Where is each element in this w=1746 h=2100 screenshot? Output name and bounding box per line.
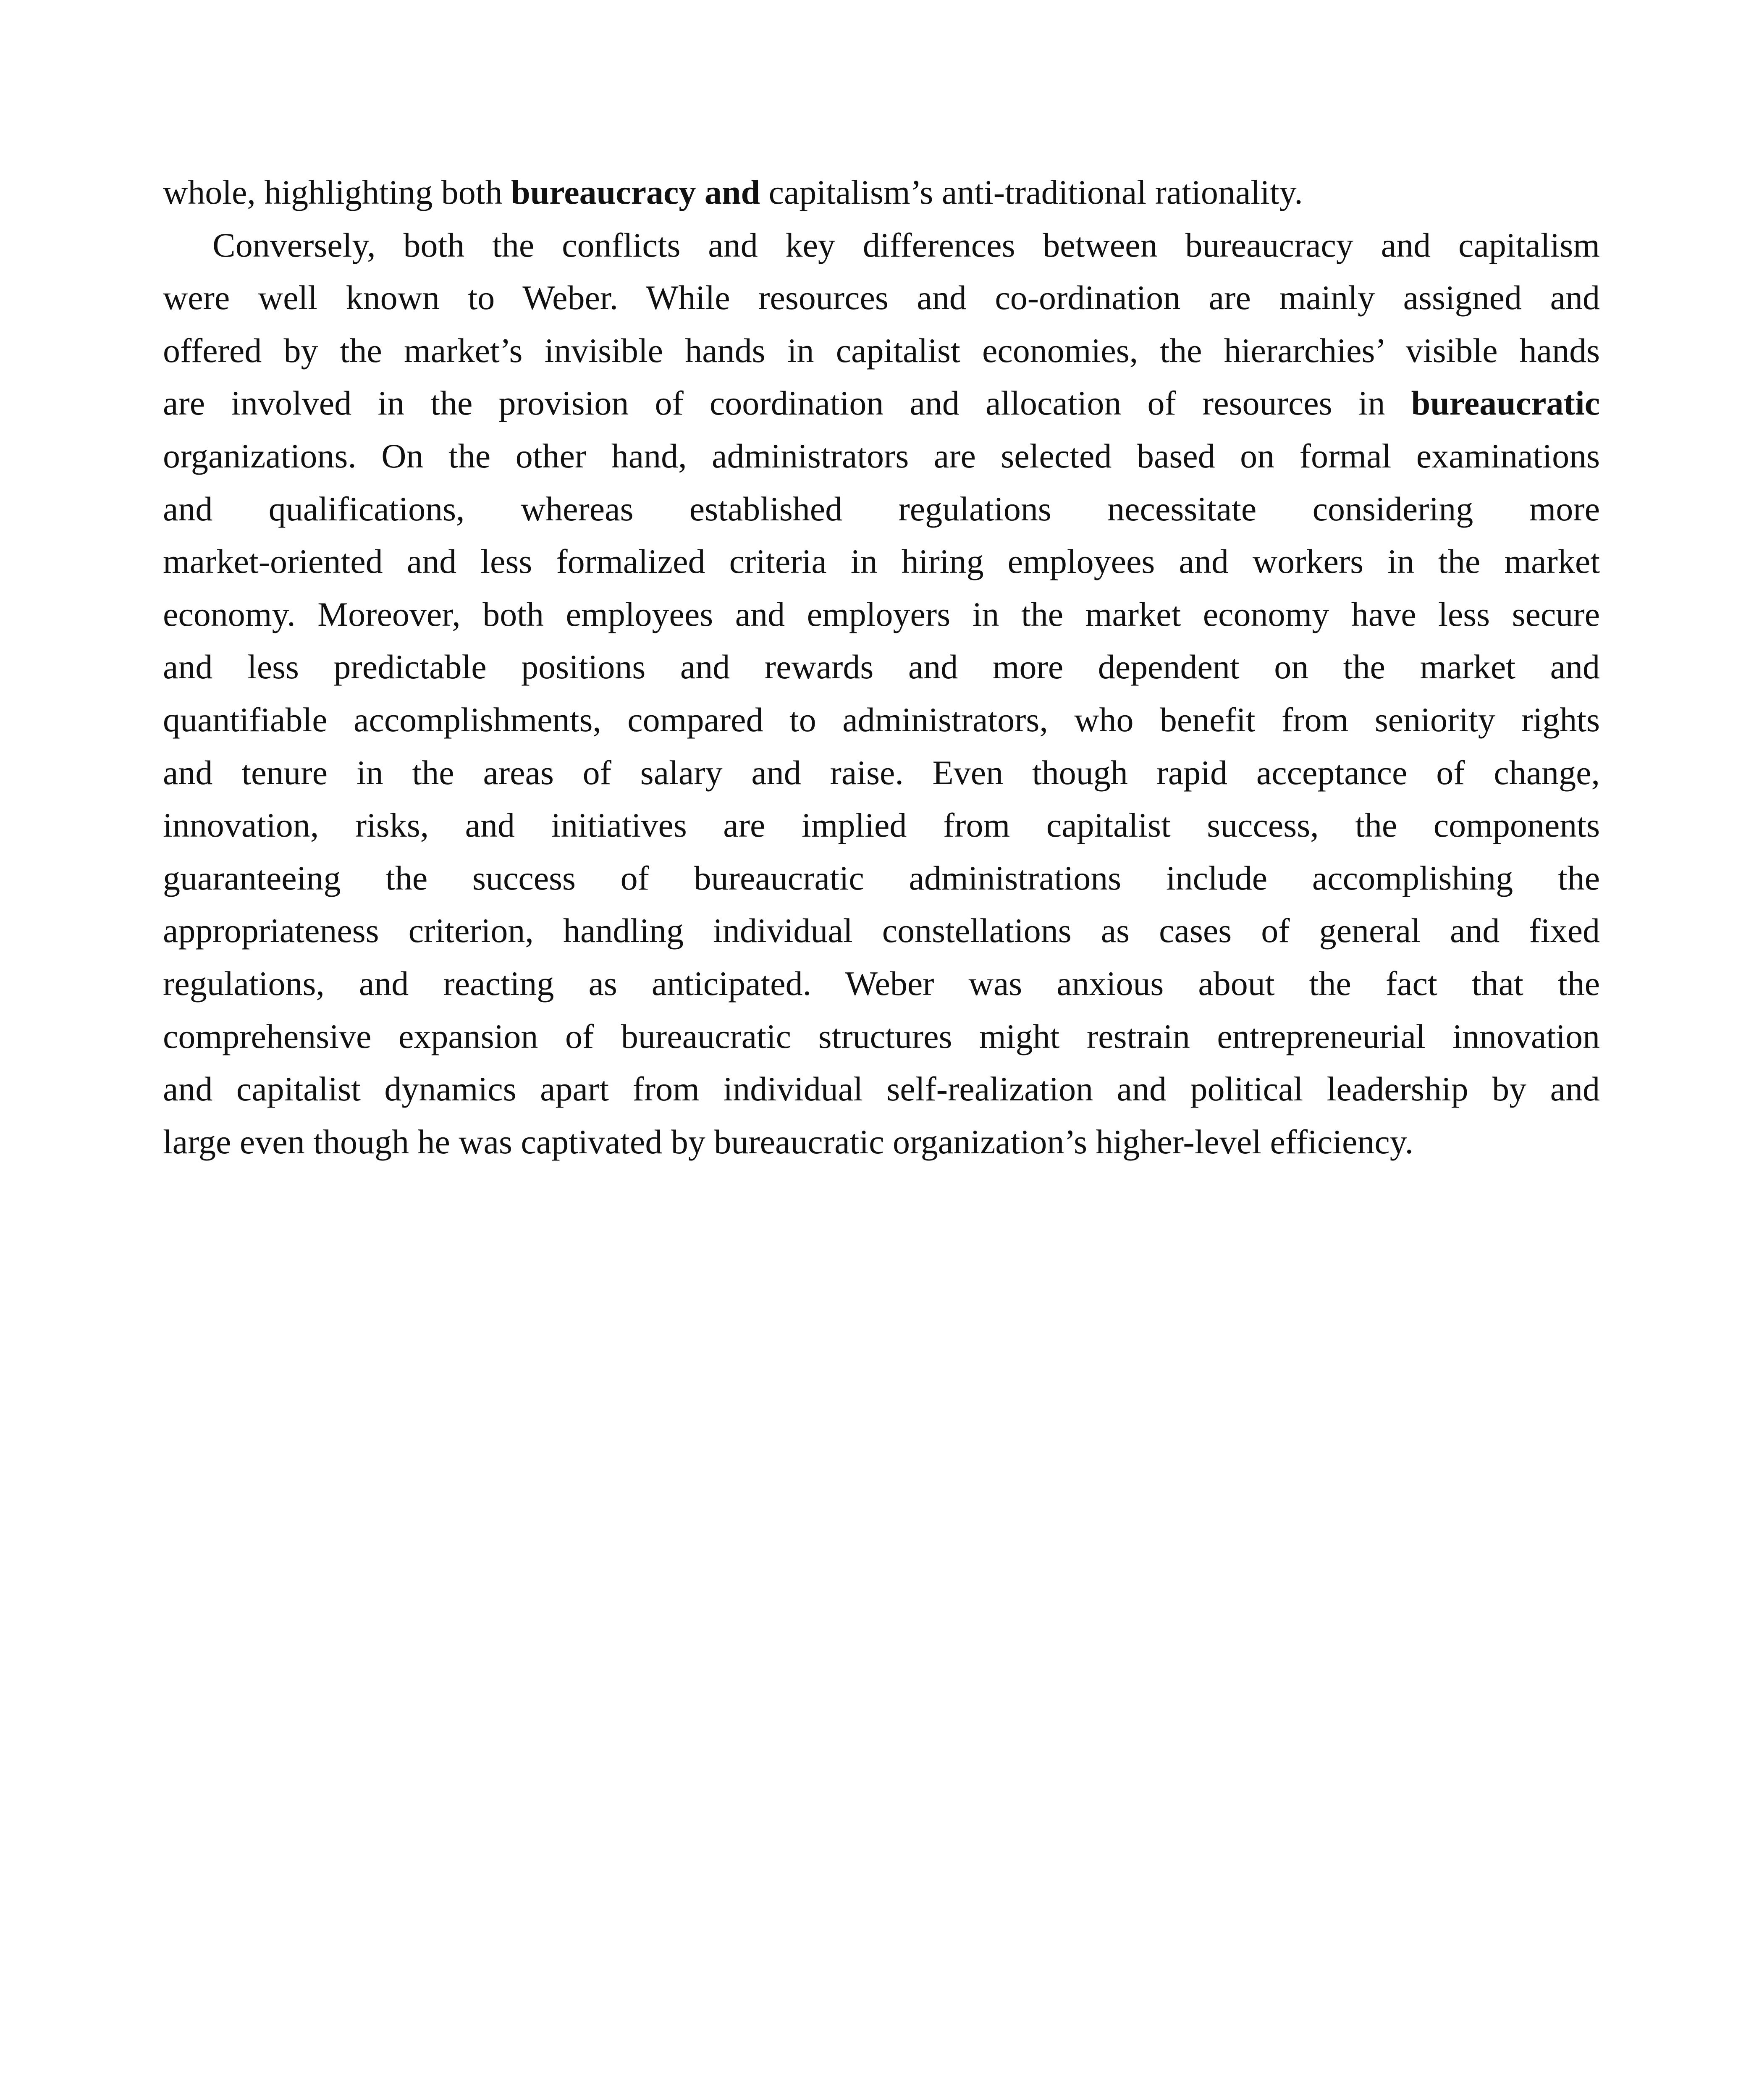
paragraph-2-line-18: large even though he was captivated by bureaucratic organization’s higher-level efficiency. [163,1122,1413,1161]
paragraph-2-line-12: innovation, risks, and initiatives are implied from capitalist success, the components [163,806,1600,845]
paragraph-2-line-11: and tenure in the areas of salary and raise. Even though rapid acceptance of change, [163,753,1600,792]
paragraph-2-line-13: guaranteeing the success of bureaucratic administrations include accomplishing the [163,858,1600,897]
paragraph-1-line-1 [163,166,1600,219]
paragraph-2-line-16: comprehensive expansion of bureaucratic structures might restrain entrepreneurial innovation [163,1017,1600,1055]
paragraph-2-line-17: and capitalist dynamics apart from individual self-realization and political leadership by and [163,1070,1600,1108]
paragraph-2-line-9: and less predictable positions and rewards and more dependent on the market and [163,648,1600,686]
bold-text-run: bureaucracy and [511,173,760,211]
text-run: are involved in the provision of coordination and allocation of resources in [163,384,1411,423]
paragraph-2-line-8: economy. Moreover, both employees and employers in the market economy have less secure [163,595,1600,633]
paragraph-2-line-4 [163,377,1600,430]
paragraph-2-line-7: market-oriented and less formalized criteria in hiring employees and workers in the market [163,542,1600,581]
body-text [163,166,1600,1168]
paragraph-2-line-14: appropriateness criterion, handling individual constellations as cases of general and fixed [163,911,1600,950]
text-run: whole, highlighting both [163,173,511,211]
paragraph-2-line-1: Conversely, both the conflicts and key differences between bureaucracy and capitalism [212,226,1600,264]
bold-text-run: bureaucratic [1411,384,1600,423]
paragraph-2-line-5: organizations. On the other hand, administrators are selected based on formal examinations [163,436,1600,475]
paragraph-2-line-6: and qualifications, whereas established regulations necessitate considering more [163,489,1600,528]
paragraph-2-line-2: were well known to Weber. While resources and co-ordination are mainly assigned and [163,278,1600,317]
paragraph-2-line-3: offered by the market’s invisible hands in capitalist economies, the hierarchies’ visible hands [163,331,1600,370]
text-run: capitalism’s anti-traditional rationality. [760,173,1303,211]
paragraph-2-line-10: quantifiable accomplishments, compared to administrators, who benefit from seniority rights [163,700,1600,739]
paragraph-2-line-15: regulations, and reacting as anticipated. Weber was anxious about the fact that the [163,964,1600,1003]
